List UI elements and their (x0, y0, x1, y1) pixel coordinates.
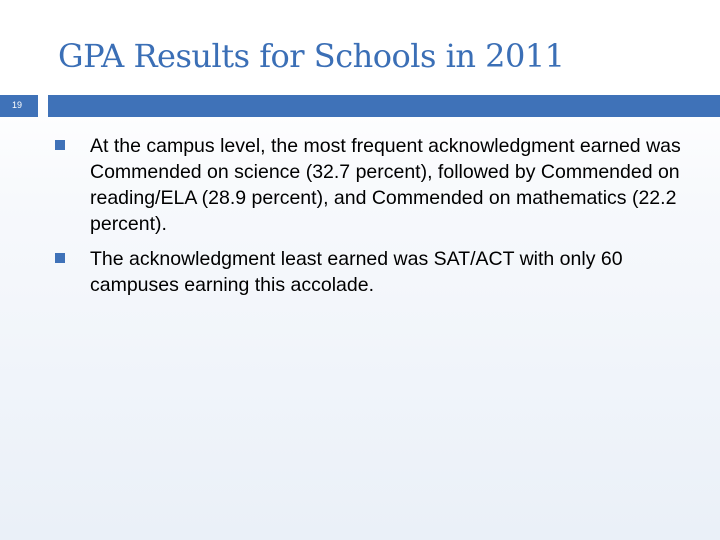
slide-number: 19 (12, 100, 23, 110)
square-bullet-icon (55, 140, 65, 150)
square-bullet-icon (55, 253, 65, 263)
slide-title: GPA Results for Schools in 2011 (58, 37, 565, 75)
slide-number-block (0, 95, 38, 117)
bullet-text: The acknowledgment least earned was SAT/ACT with only 60 campuses earning this accolade. (90, 248, 623, 296)
bullet-list (90, 133, 702, 307)
bullet-text: At the campus level, the most frequent acknowledgment earned was Commended on science (32.7 percent), followed by Commended on reading/ELA (28.9 percent), and Commended on mathematics (22.2 percent). (90, 135, 681, 235)
bullet-item (90, 246, 702, 298)
bullet-item (90, 133, 702, 237)
header-bar (48, 95, 720, 117)
